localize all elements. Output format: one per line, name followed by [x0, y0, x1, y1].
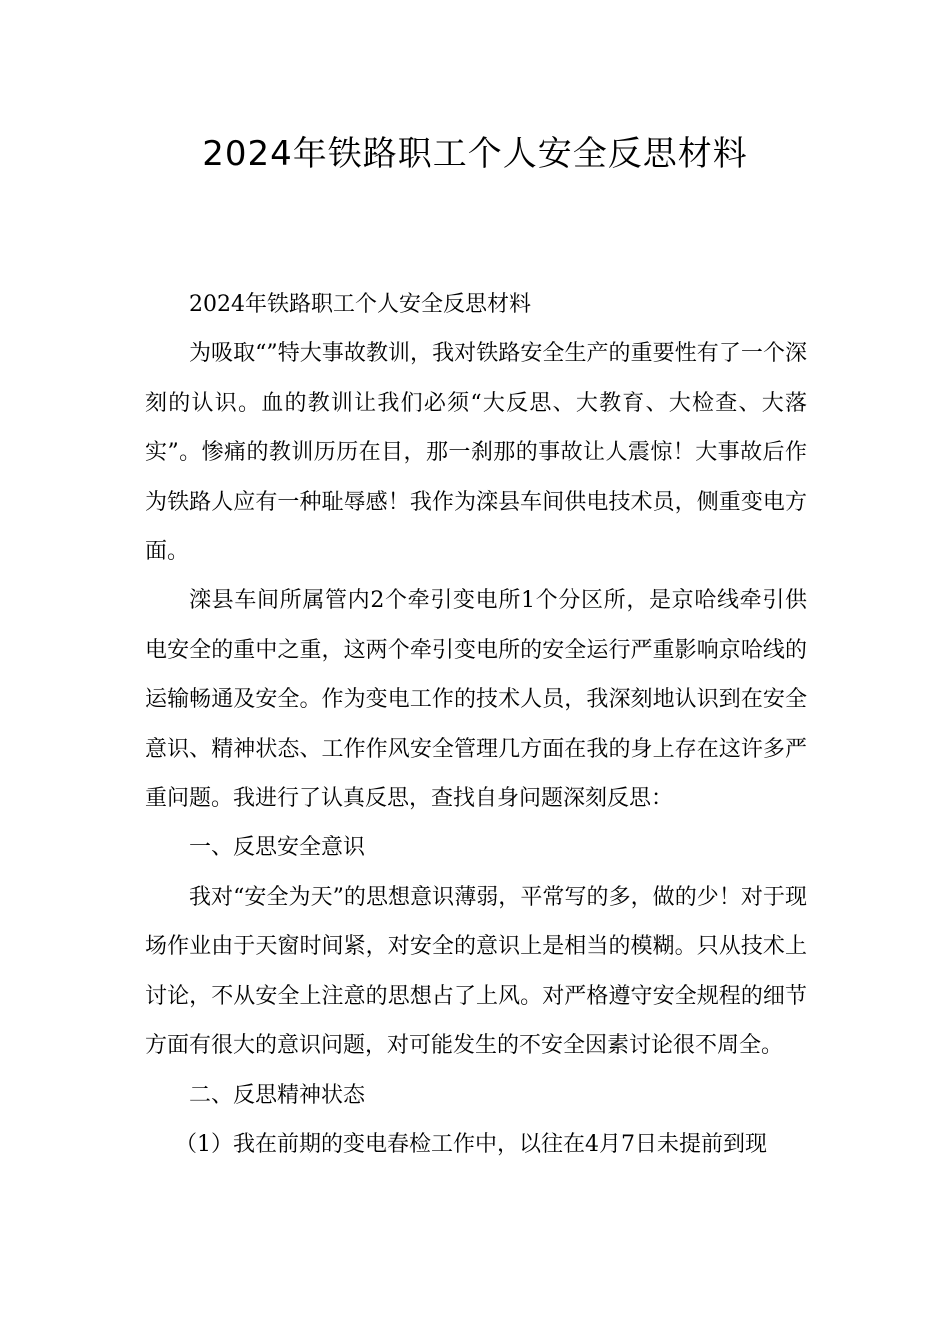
paragraph-intro: 为吸取“”特大事故教训，我对铁路安全生产的重要性有了一个深刻的认识。血的教训让我们必须“大反思、大教育、大检查、大落实”。惨痛的教训历历在目，那一刹那的事故让人震惊！大事故后作为铁路人应有一种耻辱感！我作为滦县车间供电技术员，侧重变电方面。	[145, 341, 807, 565]
section-heading-mental-state: 二、反思精神状态	[189, 1082, 366, 1108]
paragraph-workshop: 滦县车间所属管内2个牵引变电所1个分区所，是京哈线牵引供电安全的重中之重，这两个牵引变电所的安全运行严重影响京哈线的运输畅通及安全。作为变电工作的技术人员，我深刻地认识到在安全意识、精神状态、工作作风安全管理几方面在我的身上存在这许多严重问题。我进行了认真反思，查找自身问题深刻反思：	[145, 588, 807, 812]
paragraph-mental-state-item-1: （1）我在前期的变电春检工作中，以往在4月7日未提前到现	[175, 1131, 767, 1157]
section-heading-safety-awareness: 一、反思安全意识	[189, 835, 366, 861]
paragraph-subtitle: 2024年铁路职工个人安全反思材料	[189, 292, 531, 317]
document-body	[145, 280, 807, 1169]
paragraph-safety-awareness: 我对“安全为天”的思想意识薄弱，平常写的多，做的少！对于现场作业由于天窗时间紧，对安全的意识上是相当的模糊。只从技术上讨论，不从安全上注意的思想占了上风。对严格遵守安全规程的细节方面有很大的意识问题，对可能发生的不安全因素讨论很不周全。	[145, 884, 807, 1059]
document-title: 2024年铁路职工个人安全反思材料	[202, 134, 748, 174]
